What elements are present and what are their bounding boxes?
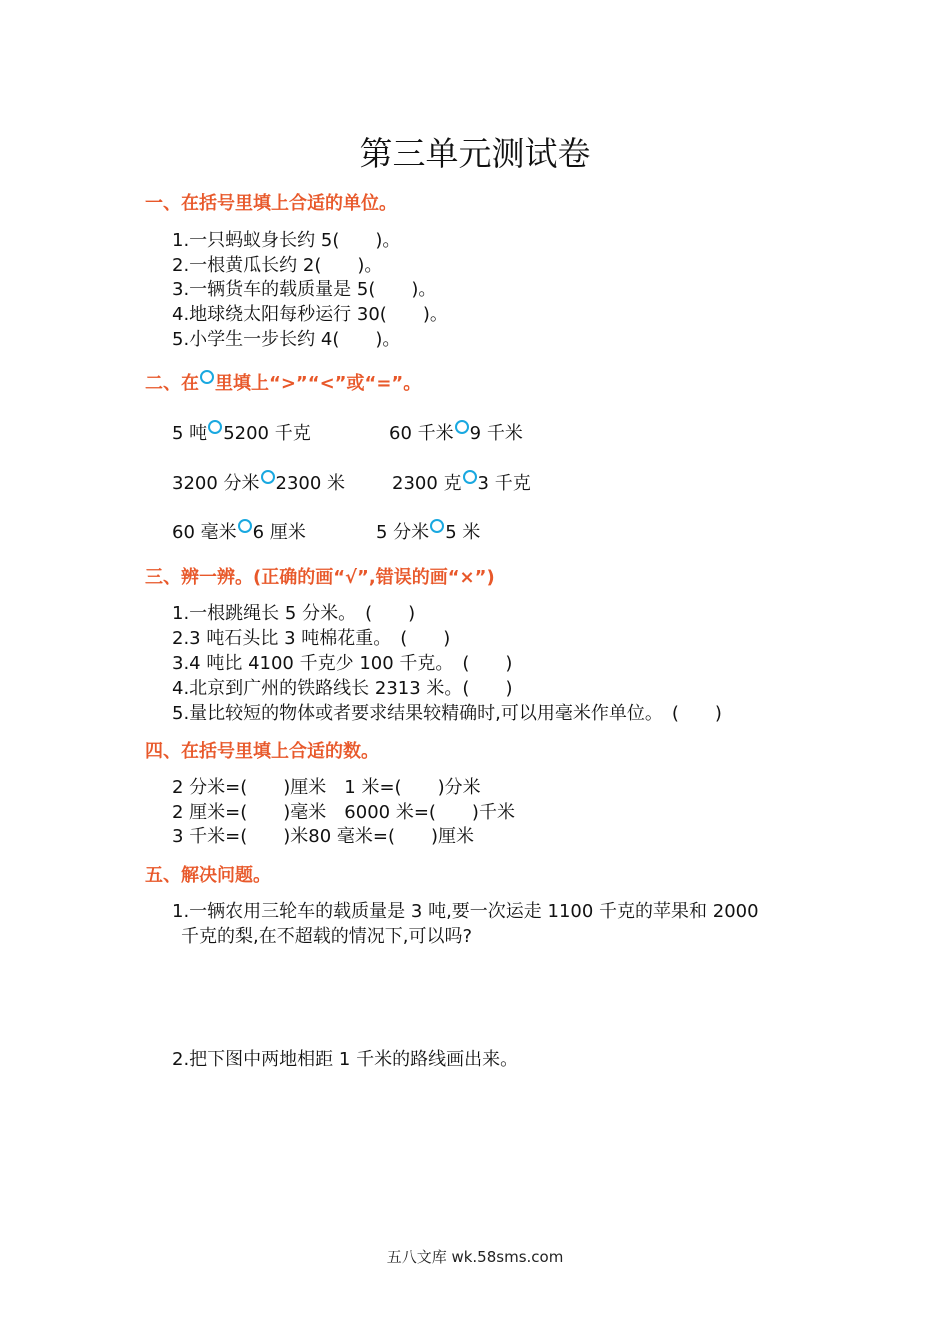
s2-compare-1: 5 吨 5200 千克: [172, 419, 311, 445]
circle-icon: [261, 470, 275, 484]
circle-icon: [208, 420, 222, 434]
s4-item-3: 3 千米=( )米80 毫米=( )厘米: [172, 826, 475, 847]
s1-item-4: 4.地球绕太阳每秒运行 30( )。: [172, 304, 448, 325]
s5-q1-line2: 千克的梨,在不超载的情况下,可以吗?: [181, 926, 472, 947]
s2-compare-5: 60 毫米 6 厘米: [172, 518, 306, 544]
s3-item-4: 4.北京到广州的铁路线长 2313 米。( ): [172, 678, 513, 699]
section-3-heading: 三、辨一辨。(正确的画“√”,错误的画“×”): [145, 567, 495, 588]
s3-item-2: 2.3 吨石头比 3 吨棉花重。 ( ): [172, 628, 451, 649]
s4-item-1: 2 分米=( )厘米 1 米=( )分米: [172, 777, 481, 798]
circle-icon: [200, 370, 214, 384]
s2-compare-6: 5 分米 5 米: [376, 518, 480, 544]
s2-compare-3: 3200 分米 2300 米: [172, 469, 345, 495]
s2-heading-pre: 二、在: [145, 373, 199, 394]
footer-watermark: 五八文库 wk.58sms.com: [386, 1248, 564, 1266]
circle-icon: [463, 470, 477, 484]
s2-compare-4: 2300 克 3 千克: [392, 469, 531, 495]
section-2-heading: [145, 369, 421, 395]
s5-q1-line1: 1.一辆农用三轮车的载质量是 3 吨,要一次运走 1100 千克的苹果和 2000: [172, 901, 759, 922]
s3-item-3: 3.4 吨比 4100 千克少 100 千克。 ( ): [172, 653, 513, 674]
section-4-heading: 四、在括号里填上合适的数。: [145, 741, 379, 762]
page-title: 第三单元测试卷: [359, 134, 591, 173]
section-5-heading: 五、解决问题。: [145, 865, 271, 886]
s2-heading-post: 里填上“>”“<”或“=”。: [215, 373, 422, 394]
s3-item-5: 5.量比较短的物体或者要求结果较精确时,可以用毫米作单位。 ( ): [172, 703, 722, 724]
s4-item-2: 2 厘米=( )毫米 6000 米=( )千米: [172, 802, 515, 823]
circle-icon: [455, 420, 469, 434]
circle-icon: [238, 519, 252, 533]
s1-item-3: 3.一辆货车的载质量是 5( )。: [172, 279, 437, 300]
s5-q2: 2.把下图中两地相距 1 千米的路线画出来。: [172, 1049, 519, 1070]
s2-compare-2: 60 千米 9 千米: [389, 419, 523, 445]
s1-item-1: 1.一只蚂蚁身长约 5( )。: [172, 230, 401, 251]
s3-item-1: 1.一根跳绳长 5 分米。 ( ): [172, 603, 416, 624]
circle-icon: [430, 519, 444, 533]
section-1-heading: 一、在括号里填上合适的单位。: [145, 193, 397, 214]
s1-item-2: 2.一根黄瓜长约 2( )。: [172, 255, 383, 276]
s1-item-5: 5.小学生一步长约 4( )。: [172, 329, 401, 350]
